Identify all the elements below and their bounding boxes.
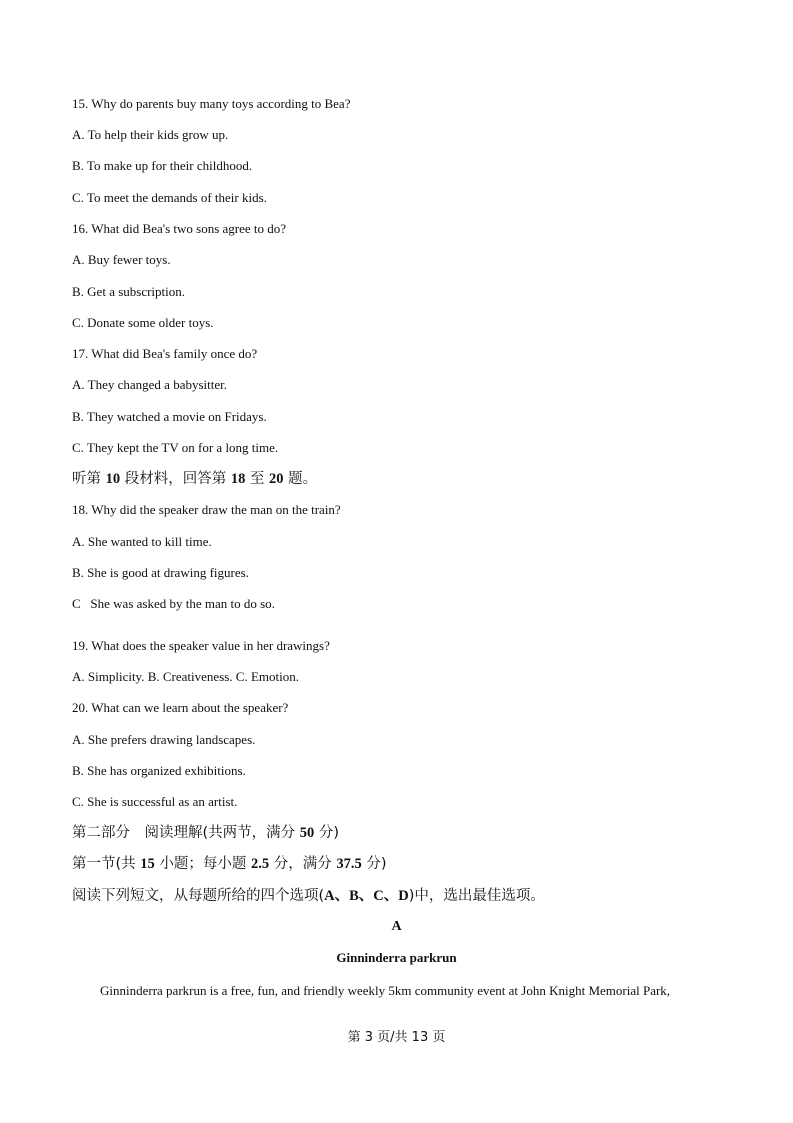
passage-first-line: Ginninderra parkrun is a free, fun, and friendly weekly 5km community event at John Knight Memorial Park, <box>100 983 671 998</box>
question-16-option-a: A. Buy fewer toys. <box>72 252 171 267</box>
section-10-heading: 听第 10 段材料，回答第 18 至 20 题。 <box>72 471 318 487</box>
question-19-stem: 19. What does the speaker value in her drawings? <box>72 638 330 653</box>
question-20-option-a: A. She prefers drawing landscapes. <box>72 732 256 747</box>
question-17-option-a: A. They changed a babysitter. <box>72 377 227 392</box>
passage-title: Ginninderra parkrun <box>336 950 457 965</box>
question-16-option-c: C. Donate some older toys. <box>72 315 214 330</box>
question-15-option-c: C. To meet the demands of their kids. <box>72 190 267 205</box>
question-15-stem: 15. Why do parents buy many toys according to Bea? <box>72 96 351 111</box>
reading-instructions: 阅读下列短文，从每题所给的四个选项(A、B、C、D)中，选出最佳选项。 <box>72 888 545 904</box>
question-19-options: A. Simplicity. B. Creativeness. C. Emotion. <box>72 669 300 684</box>
page-footer: 第 3 页/共 13 页 <box>347 1030 446 1045</box>
part-2-heading: 第二部分 阅读理解(共两节，满分 50 分) <box>72 825 340 841</box>
question-18-option-a: A. She wanted to kill time. <box>72 534 212 549</box>
question-18-stem: 18. Why did the speaker draw the man on the train? <box>72 502 341 517</box>
question-20-option-c: C. She is successful as an artist. <box>72 794 238 809</box>
question-16-option-b: B. Get a subscription. <box>72 284 186 299</box>
section-1-heading: 第一节(共 15 小题；每小题 2.5 分，满分 37.5 分) <box>72 856 387 872</box>
question-17-stem: 17. What did Bea's family once do? <box>72 346 258 361</box>
question-15-option-a: A. To help their kids grow up. <box>72 127 229 142</box>
question-15-option-b: B. To make up for their childhood. <box>72 158 253 173</box>
question-20-option-b: B. She has organized exhibitions. <box>72 763 246 778</box>
question-20-stem: 20. What can we learn about the speaker? <box>72 700 289 715</box>
question-17-option-c: C. They kept the TV on for a long time. <box>72 440 279 455</box>
passage-letter: A <box>391 919 402 934</box>
question-16-stem: 16. What did Bea's two sons agree to do? <box>72 221 287 236</box>
question-17-option-b: B. They watched a movie on Fridays. <box>72 409 267 424</box>
question-18-option-c: C She was asked by the man to do so. <box>72 596 275 611</box>
question-18-option-b: B. She is good at drawing figures. <box>72 565 249 580</box>
